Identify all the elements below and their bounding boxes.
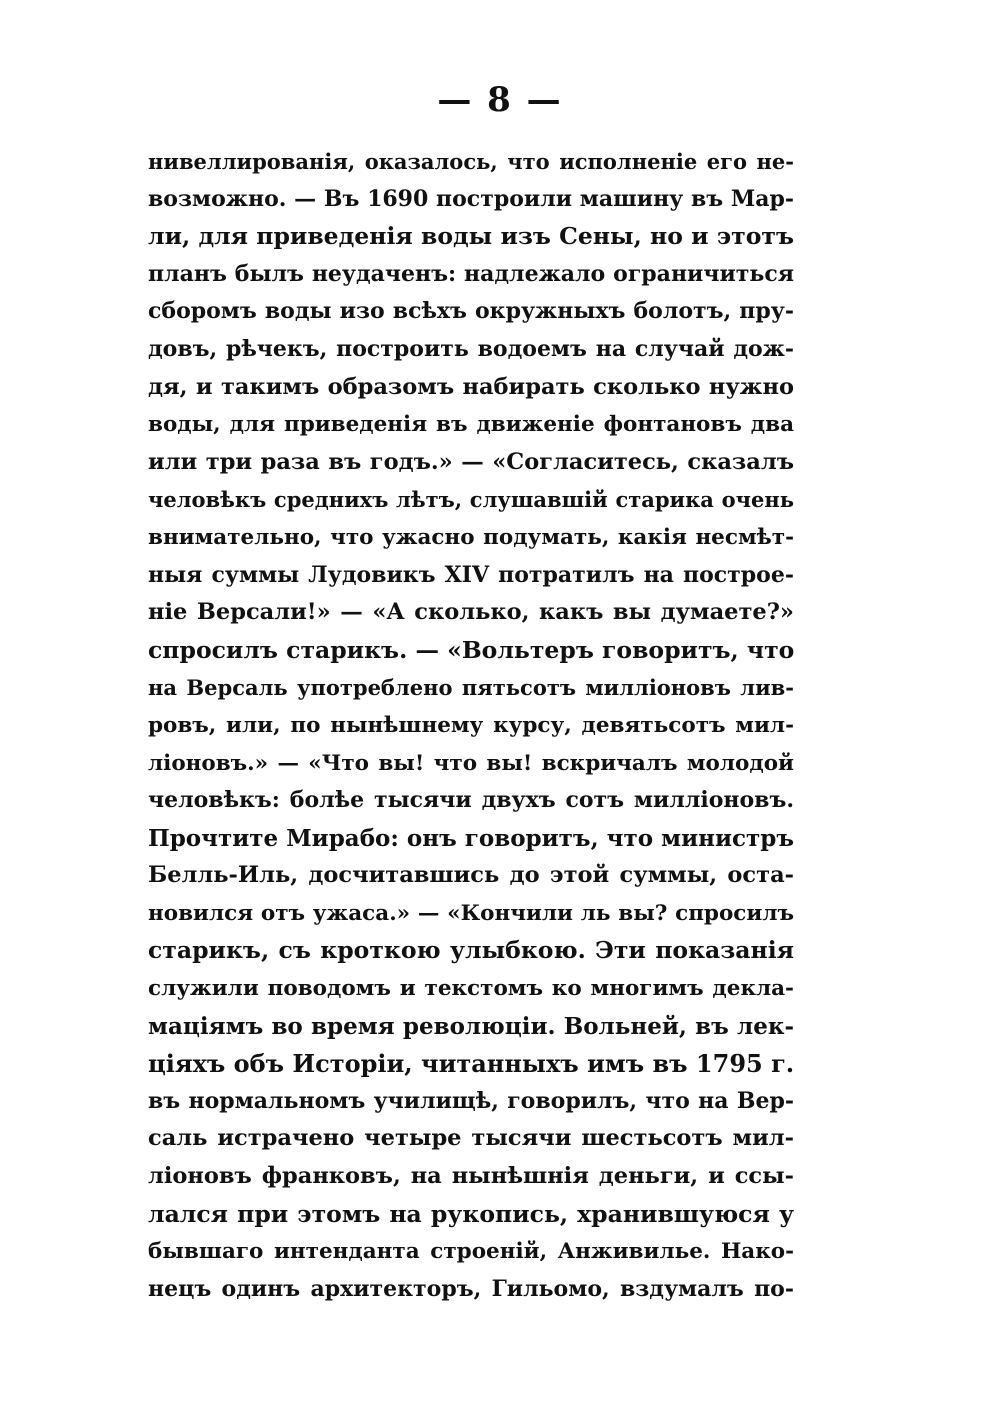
text-line: служили поводомъ и текстомъ ко многимъ декла- [148, 976, 794, 1002]
text-line: маціямъ во время революціи. Вольней, въ лек- [148, 1012, 794, 1040]
text-line: новился отъ ужаса.» — «Кончили ль вы? спросилъ [148, 900, 794, 926]
text-line: довъ, рѣчекъ, построить водоемъ на случай дож- [148, 335, 794, 362]
text-line: на Версаль употреблено пятьсотъ милліоновъ лив- [148, 675, 794, 701]
text-line: Прочтите Мирабо: онъ говоритъ, что министръ [148, 824, 794, 852]
text-line: ліоновъ.» — «Что вы! что вы! вскричалъ молодой [148, 750, 794, 776]
text-line: старикъ, съ кроткою улыбкою. Эти показанія [148, 936, 794, 965]
text-line: планъ былъ неудаченъ: надлежало ограничиться [148, 260, 794, 287]
page-number: — 8 — [437, 80, 563, 120]
body-text [148, 143, 794, 1308]
text-line: ніе Версали!» — «А сколько, какъ вы думаете?» [148, 599, 794, 626]
text-line: нецъ одинъ архитекторъ, Гильомо, вздумалъ по- [148, 1275, 794, 1302]
text-line: или три раза въ годъ.» — «Согласитесь, сказалъ [148, 448, 794, 475]
text-line: ровъ, или, по нынѣшнему курсу, девятьсотъ мил- [148, 712, 794, 738]
text-line: въ нормальномъ училищѣ, говорилъ, что на Вер- [148, 1087, 794, 1114]
text-line: воды, для приведенія въ движеніе фонтановъ два [148, 412, 794, 438]
text-line: нивеллированія, оказалось, что исполненіе его не- [148, 149, 794, 174]
text-line: человѣкъ: болѣе тысячи двухъ сотъ милліоновъ. [148, 787, 794, 814]
text-line: ли, для приведенія воды изъ Сены, но и этотъ [148, 222, 794, 251]
text-line: Белль-Иль, досчитавшись до этой суммы, оста- [148, 862, 794, 889]
text-line: бывшаго интенданта строеній, Анживилье. Нако- [148, 1239, 794, 1265]
text-line: ныя суммы Лудовикъ XIV потратилъ на построе- [148, 561, 794, 588]
text-line: саль истрачено четыре тысячи шестьсотъ мил- [148, 1125, 794, 1152]
text-line: дя, и такимъ образомъ набирать сколько нужно [148, 373, 794, 400]
text-line: возможно. — Въ 1690 построили машину въ Мар- [148, 185, 794, 212]
text-line: человѣкъ среднихъ лѣтъ, слушавшій старика очень [148, 487, 794, 513]
text-line: внимательно, что ужасно подумать, какія несмѣт- [148, 524, 794, 550]
text-line: ціяхъ объ Исторіи, читанныхъ имъ въ 1795 г. [148, 1049, 794, 1079]
text-line: сборомъ воды изо всѣхъ окружныхъ болотъ, пру- [148, 298, 794, 325]
text-line: спросилъ старикъ. — «Вольтеръ говоритъ, что [148, 635, 794, 664]
text-line: лался при этомъ на рукопись, хранившуюся у [148, 1199, 794, 1228]
text-line: ліоновъ франковъ, на нынѣшнія деньги, и ссы- [148, 1163, 794, 1190]
